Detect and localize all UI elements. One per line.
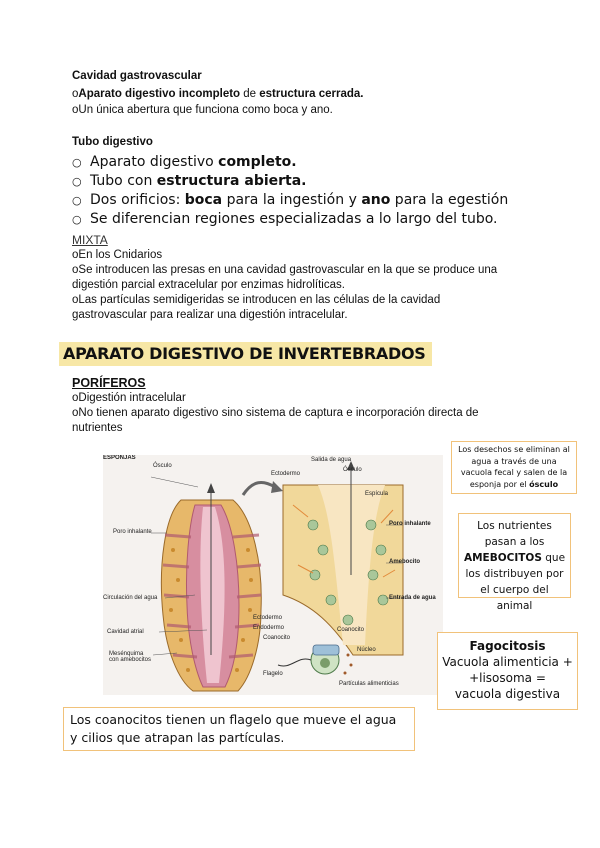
bullet-icon: ○ — [72, 175, 82, 188]
label-nucleo: Núcleo — [357, 647, 376, 653]
fagocitosis-title: Fagocitosis — [469, 639, 546, 653]
label-osculo-left: Ósculo — [153, 463, 172, 469]
tubo-item — [72, 210, 508, 229]
fagocitosis-line: +lisosoma = — [469, 671, 546, 685]
text: de — [240, 88, 260, 100]
cavidad-line-1 — [72, 87, 363, 102]
bold-text: Aparato digestivo incompleto — [78, 88, 241, 100]
fagocitosis-line: vacuola digestiva — [454, 687, 561, 701]
tubo-item — [72, 153, 508, 172]
note-text: Los nutrientes pasan a los — [477, 520, 552, 548]
bold-text: ano — [361, 192, 391, 208]
poriferos-line: nutrientes — [72, 422, 123, 434]
prefix: o — [72, 88, 79, 100]
poriferos-text — [72, 391, 479, 436]
note-text: Los desechos se eliminan al agua a través de una vacuola fecal y salen de la esponja por el — [458, 445, 570, 489]
label-coanocito-left: Coanocito — [263, 635, 291, 641]
label-salida: Salida de agua — [311, 457, 352, 463]
label-poro-inhalante-left: Poro inhalante — [113, 529, 152, 535]
bullet-icon: ○ — [72, 156, 82, 169]
label-osculo-right: Ósculo — [343, 467, 362, 473]
label-espicula: Espícula — [365, 491, 389, 497]
bold-text: AMEBOCITOS — [463, 552, 542, 564]
mixta-text — [72, 248, 497, 323]
fagocitosis-line: Vacuola alimenticia + — [442, 655, 573, 669]
label-flagelo: Flagelo — [263, 671, 283, 677]
mixta-line: oSe introducen las presas en una cavidad gastrovascular en la que se produce una — [72, 264, 498, 276]
mixta-title: MIXTA — [72, 233, 108, 247]
poriferos-line: oNo tienen aparato digestivo sino sistema de captura e incorporación directa de — [72, 407, 479, 419]
bold-text: ósculo — [529, 479, 559, 489]
mixta-line: oLas partículas semidigeridas se introducen en las células de la cavidad — [72, 294, 441, 306]
note-coanocitos — [63, 707, 415, 751]
section-banner: APARATO DIGESTIVO DE INVERTEBRADOS — [59, 342, 432, 366]
tubo-item — [72, 191, 508, 210]
bold-text: boca — [184, 192, 223, 208]
text: Tubo con — [90, 173, 157, 189]
label-coanocito-right: Coanocito — [337, 627, 365, 633]
note-text: que los distribuyen por el cuerpo del animal — [465, 552, 566, 612]
tubo-title: Tubo digestivo — [72, 136, 153, 148]
label-ectodermo: Ectodermo — [253, 615, 283, 621]
coanocitos-line: Los coanocitos tienen un flagelo que mueve el agua — [70, 712, 397, 727]
mixta-line: oEn los Cnidarios — [72, 249, 163, 261]
label-particulas: Partículas alimenticias — [339, 681, 399, 687]
label-mesenquima: Mesénquima con amebocitos — [109, 651, 152, 663]
cavidad-title: Cavidad gastrovascular — [72, 70, 202, 82]
note-desechos — [451, 441, 577, 494]
cavidad-line-2: oUn única abertura que funciona como boca y ano. — [72, 104, 333, 116]
text: Se diferencian regiones especializadas a lo largo del tubo. — [90, 211, 498, 227]
label-amebocito: Amebocito — [389, 559, 421, 565]
diagram-corner-label: ESPONJAS — [103, 455, 136, 461]
bullet-icon: ○ — [72, 194, 82, 207]
label-entrada: Entrada de agua — [389, 595, 436, 601]
coanocitos-line: y cilios que atrapan las partículas. — [70, 730, 285, 745]
text: Dos orificios: — [90, 192, 185, 208]
tubo-item — [72, 172, 508, 191]
text: Aparato digestivo — [90, 154, 219, 170]
label-endodermo: Endodermo — [253, 625, 285, 631]
mixta-line: digestión parcial extracelular por enzimas hidrolíticas. — [72, 279, 345, 291]
sponge-illustration — [103, 455, 443, 695]
text: para la egestión — [390, 192, 509, 208]
tubo-list — [72, 153, 508, 229]
bold-text: estructura abierta. — [156, 173, 307, 189]
bullet-icon: ○ — [72, 213, 82, 226]
bold-text: completo. — [218, 154, 297, 170]
label-poro-inhalante-right: Poro inhalante — [389, 521, 431, 527]
mixta-line: gastrovascular para realizar una digestión intracelular. — [72, 309, 348, 321]
text: para la ingestión y — [222, 192, 362, 208]
bold-text: estructura cerrada. — [259, 88, 364, 100]
poriferos-line: oDigestión intracelular — [72, 392, 186, 404]
label-cavidad-atrial: Cavidad atrial — [107, 629, 144, 635]
sponge-diagram — [103, 455, 443, 695]
note-nutrientes — [458, 513, 571, 612]
poriferos-title: PORÍFEROS — [72, 376, 146, 390]
label-circulacion: Circulación del agua — [103, 595, 158, 601]
label-ectodermo-top: Ectodermo — [271, 471, 301, 477]
note-fagocitosis — [437, 632, 578, 710]
